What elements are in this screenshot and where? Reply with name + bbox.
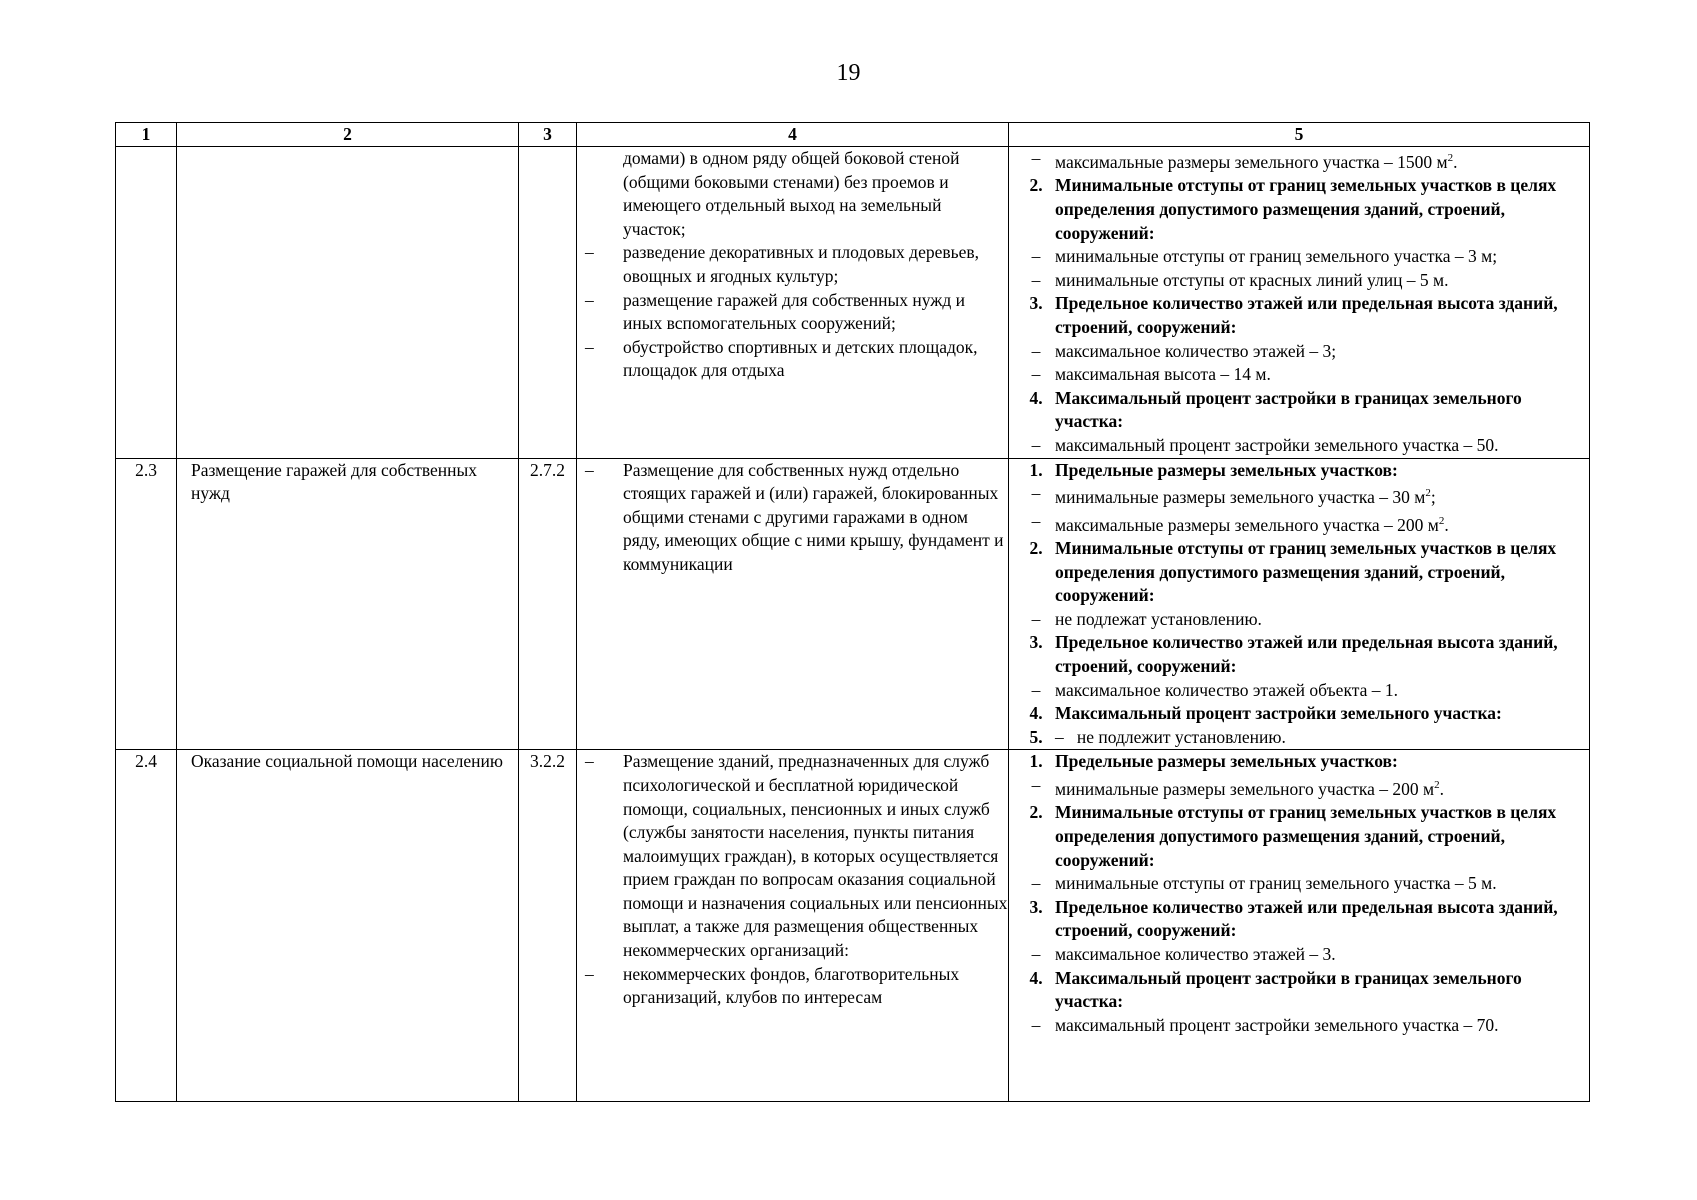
use-description xyxy=(577,458,1009,750)
table-header xyxy=(116,123,1590,147)
use-parameters xyxy=(1009,147,1590,459)
parameter-line: – минимальные отступы от границ земельного участка – 5 м. xyxy=(1031,873,1497,894)
use-parameters xyxy=(1009,458,1590,750)
description-line: – Размещение для собственных нужд отдельно стоящих гаражей и (или) гаражей, блокированных общими стенами с другими гаражами в одном ряду, имеющих общие с ними крышу, фундамент и коммуникации xyxy=(585,459,1004,574)
table-row xyxy=(116,458,1590,750)
parameter-heading: 2. Минимальные отступы от границ земельных участков в целях определения допустимого размещения зданий, строений, сооружений: xyxy=(1029,537,1557,606)
table-body xyxy=(116,147,1590,1102)
description-line: – разведение декоративных и плодовых деревьев, овощных и ягодных культур; xyxy=(585,242,980,286)
parameter-heading: 1. Предельные размеры земельных участков: xyxy=(1029,751,1398,772)
regulations-table xyxy=(115,122,1590,1102)
parameter-line: – максимальные размеры земельного участка – 200 $м^2$. xyxy=(1031,510,1449,535)
parameter-line: – минимальные отступы от границ земельного участка – 3 м; xyxy=(1031,246,1498,267)
parameter-line: – максимальный процент застройки земельного участка – 50. xyxy=(1031,434,1499,455)
parameter-line: – минимальные отступы от красных линий улиц – 5 м. xyxy=(1031,269,1449,290)
row-number xyxy=(116,147,177,459)
parameter-heading: 3. Предельное количество этажей или предельная высота зданий, строений, сооружений: xyxy=(1029,293,1558,337)
description-line: домами) в одном ряду общей боковой стеной (общими боковыми стенами) без проемов и имеющего отдельный выход на земельный участок; xyxy=(623,148,960,239)
parameter-line: – максимальные размеры земельного участка – 1500 $м^2$. xyxy=(1031,148,1458,172)
parameter-line: – максимальное количество этажей – 3; xyxy=(1031,340,1337,361)
parameter-line: – не подлежат установлению. xyxy=(1031,608,1262,629)
parameter-heading: 4. Максимальный процент застройки в границах земельного участка: xyxy=(1029,387,1522,432)
use-description xyxy=(577,147,1009,459)
parameter-heading: 4. Максимальный процент застройки земельного участка: xyxy=(1029,703,1502,724)
header-col-5: 5 xyxy=(1009,123,1590,147)
header-col-2: 2 xyxy=(177,123,519,147)
parameter-line: – максимальный процент застройки земельного участка – 70. xyxy=(1031,1014,1499,1035)
use-parameters xyxy=(1009,750,1590,1102)
use-code: 3.2.2 xyxy=(519,750,577,1102)
use-description xyxy=(577,750,1009,1102)
description-line: – размещение гаражей для собственных нужд и иных вспомогательных сооружений; xyxy=(585,289,966,334)
use-name: Размещение гаражей для собственных нужд xyxy=(177,458,519,750)
parameter-heading: 2. Минимальные отступы от границ земельных участков в целях определения допустимого размещения зданий, строений, сооружений: xyxy=(1029,175,1557,243)
parameter-line: – максимальное количество этажей объекта – 1. xyxy=(1031,679,1398,700)
row-number: 2.3 xyxy=(116,458,177,750)
description-line: – обустройство спортивных и детских площадок, площадок для отдыха xyxy=(585,336,978,381)
parameter-heading: 1. Предельные размеры земельных участков: xyxy=(1029,459,1398,480)
description-line: – некоммерческих фондов, благотворительных организаций, клубов по интересам xyxy=(585,963,960,1008)
parameter-line: – минимальные размеры земельного участка – 30 $м^2$; xyxy=(1031,483,1436,507)
description-line: – Размещение зданий, предназначенных для служб психологической и бесплатной юридической помощи, социальных, пенсионных и иных служб (службы занятости населения, пункты питания малоимущих граждан), в которых осуществляется прием граждан по вопросам оказания социальной помощи и назначения социальных или пенсионных выплат, а также для размещения общественных некоммерческих организаций: xyxy=(585,751,1008,961)
parameter-line: – минимальные размеры земельного участка – 200 $м^2$. xyxy=(1031,774,1444,799)
parameter-line: – максимальное количество этажей – 3. xyxy=(1031,943,1336,964)
page-number: 19 xyxy=(836,60,861,86)
parameter-heading: 3. Предельное количество этажей или предельная высота зданий, строений, сооружений: xyxy=(1029,896,1558,941)
parameter-line: 5. – не подлежит установлению. xyxy=(1029,726,1286,747)
parameter-heading: 3. Предельное количество этажей или предельная высота зданий, строений, сооружений: xyxy=(1029,632,1558,676)
use-code: 2.7.2 xyxy=(519,458,577,750)
table-row xyxy=(116,750,1590,1102)
parameter-line: – максимальная высота – 14 м. xyxy=(1031,364,1271,385)
parameter-heading: 4. Максимальный процент застройки в границах земельного участка: xyxy=(1029,967,1522,1012)
header-col-1: 1 xyxy=(116,123,177,147)
use-name: Оказание социальной помощи населению xyxy=(177,750,519,1102)
header-col-4: 4 xyxy=(577,123,1009,147)
row-number: 2.4 xyxy=(116,750,177,1102)
use-name xyxy=(177,147,519,459)
parameter-heading: 2. Минимальные отступы от границ земельных участков в целях определения допустимого размещения зданий, строений, сооружений: xyxy=(1029,802,1557,870)
table-row xyxy=(116,147,1590,459)
use-code xyxy=(519,147,577,459)
header-col-3: 3 xyxy=(519,123,577,147)
